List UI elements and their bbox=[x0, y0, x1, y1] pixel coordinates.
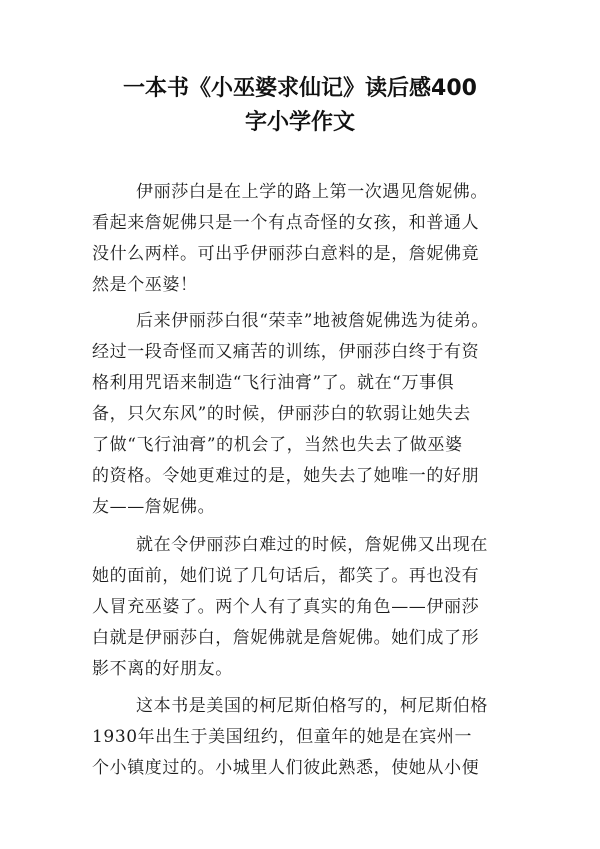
paragraph-1-line-1: 伊丽莎白是在上学的路上第一次遇见詹妮佛。 bbox=[136, 182, 488, 202]
paragraph-2-line-5: 了做“飞行油膏”的机会了，当然也失去了做巫婆 bbox=[92, 435, 463, 455]
paragraph-3-line-3: 人冒充巫婆了。两个人有了真实的角色——伊丽莎 bbox=[92, 597, 480, 617]
paragraph-3-line-4: 白就是伊丽莎白，詹妮佛就是詹妮佛。她们成了形 bbox=[92, 628, 480, 648]
paragraph-4-line-3: 个小镇度过的。小城里人们彼此熟悉，使她从小便 bbox=[92, 758, 480, 778]
paragraph-3-line-5: 影不离的好朋友。 bbox=[92, 659, 233, 679]
paragraph-2-line-3: 格利用咒语来制造“飞行油膏”了。就在“万事俱 bbox=[92, 373, 455, 393]
paragraph-1-line-2: 看起来詹妮佛只是一个有点奇怪的女孩，和普通人 bbox=[92, 213, 480, 233]
paragraph-2-line-7: 友——詹妮佛。 bbox=[92, 497, 216, 517]
paragraph-4-line-2: 1930年出生于美国纽约，但童年的她是在宾州一 bbox=[92, 727, 473, 747]
document-title-line-1: 一本书《小巫婆求仙记》读后感400 bbox=[123, 76, 477, 101]
paragraph-1-line-3: 没什么两样。可出乎伊丽莎白意料的是，詹妮佛竟 bbox=[92, 244, 480, 264]
paragraph-3-line-2: 她的面前，她们说了几句话后，都笑了。再也没有 bbox=[92, 566, 480, 586]
paragraph-4-line-1: 这本书是美国的柯尼斯伯格写的，柯尼斯伯格 bbox=[136, 696, 488, 716]
paragraph-2-line-1: 后来伊丽莎白很“荣幸”地被詹妮佛选为徒弟。 bbox=[136, 311, 489, 331]
document-title-line-2: 字小学作文 bbox=[244, 110, 355, 135]
paragraph-2-line-4: 备，只欠东风”的时候，伊丽莎白的软弱让她失去 bbox=[92, 404, 471, 424]
paragraph-2-line-6: 的资格。令她更难过的是，她失去了她唯一的好朋 bbox=[92, 466, 480, 486]
paragraph-2-line-2: 经过一段奇怪而又痛苦的训练，伊丽莎白终于有资 bbox=[92, 342, 480, 362]
paragraph-1-line-4: 然是个巫婆！ bbox=[92, 275, 198, 295]
paragraph-3-line-1: 就在令伊丽莎白难过的时候，詹妮佛又出现在 bbox=[136, 535, 488, 555]
